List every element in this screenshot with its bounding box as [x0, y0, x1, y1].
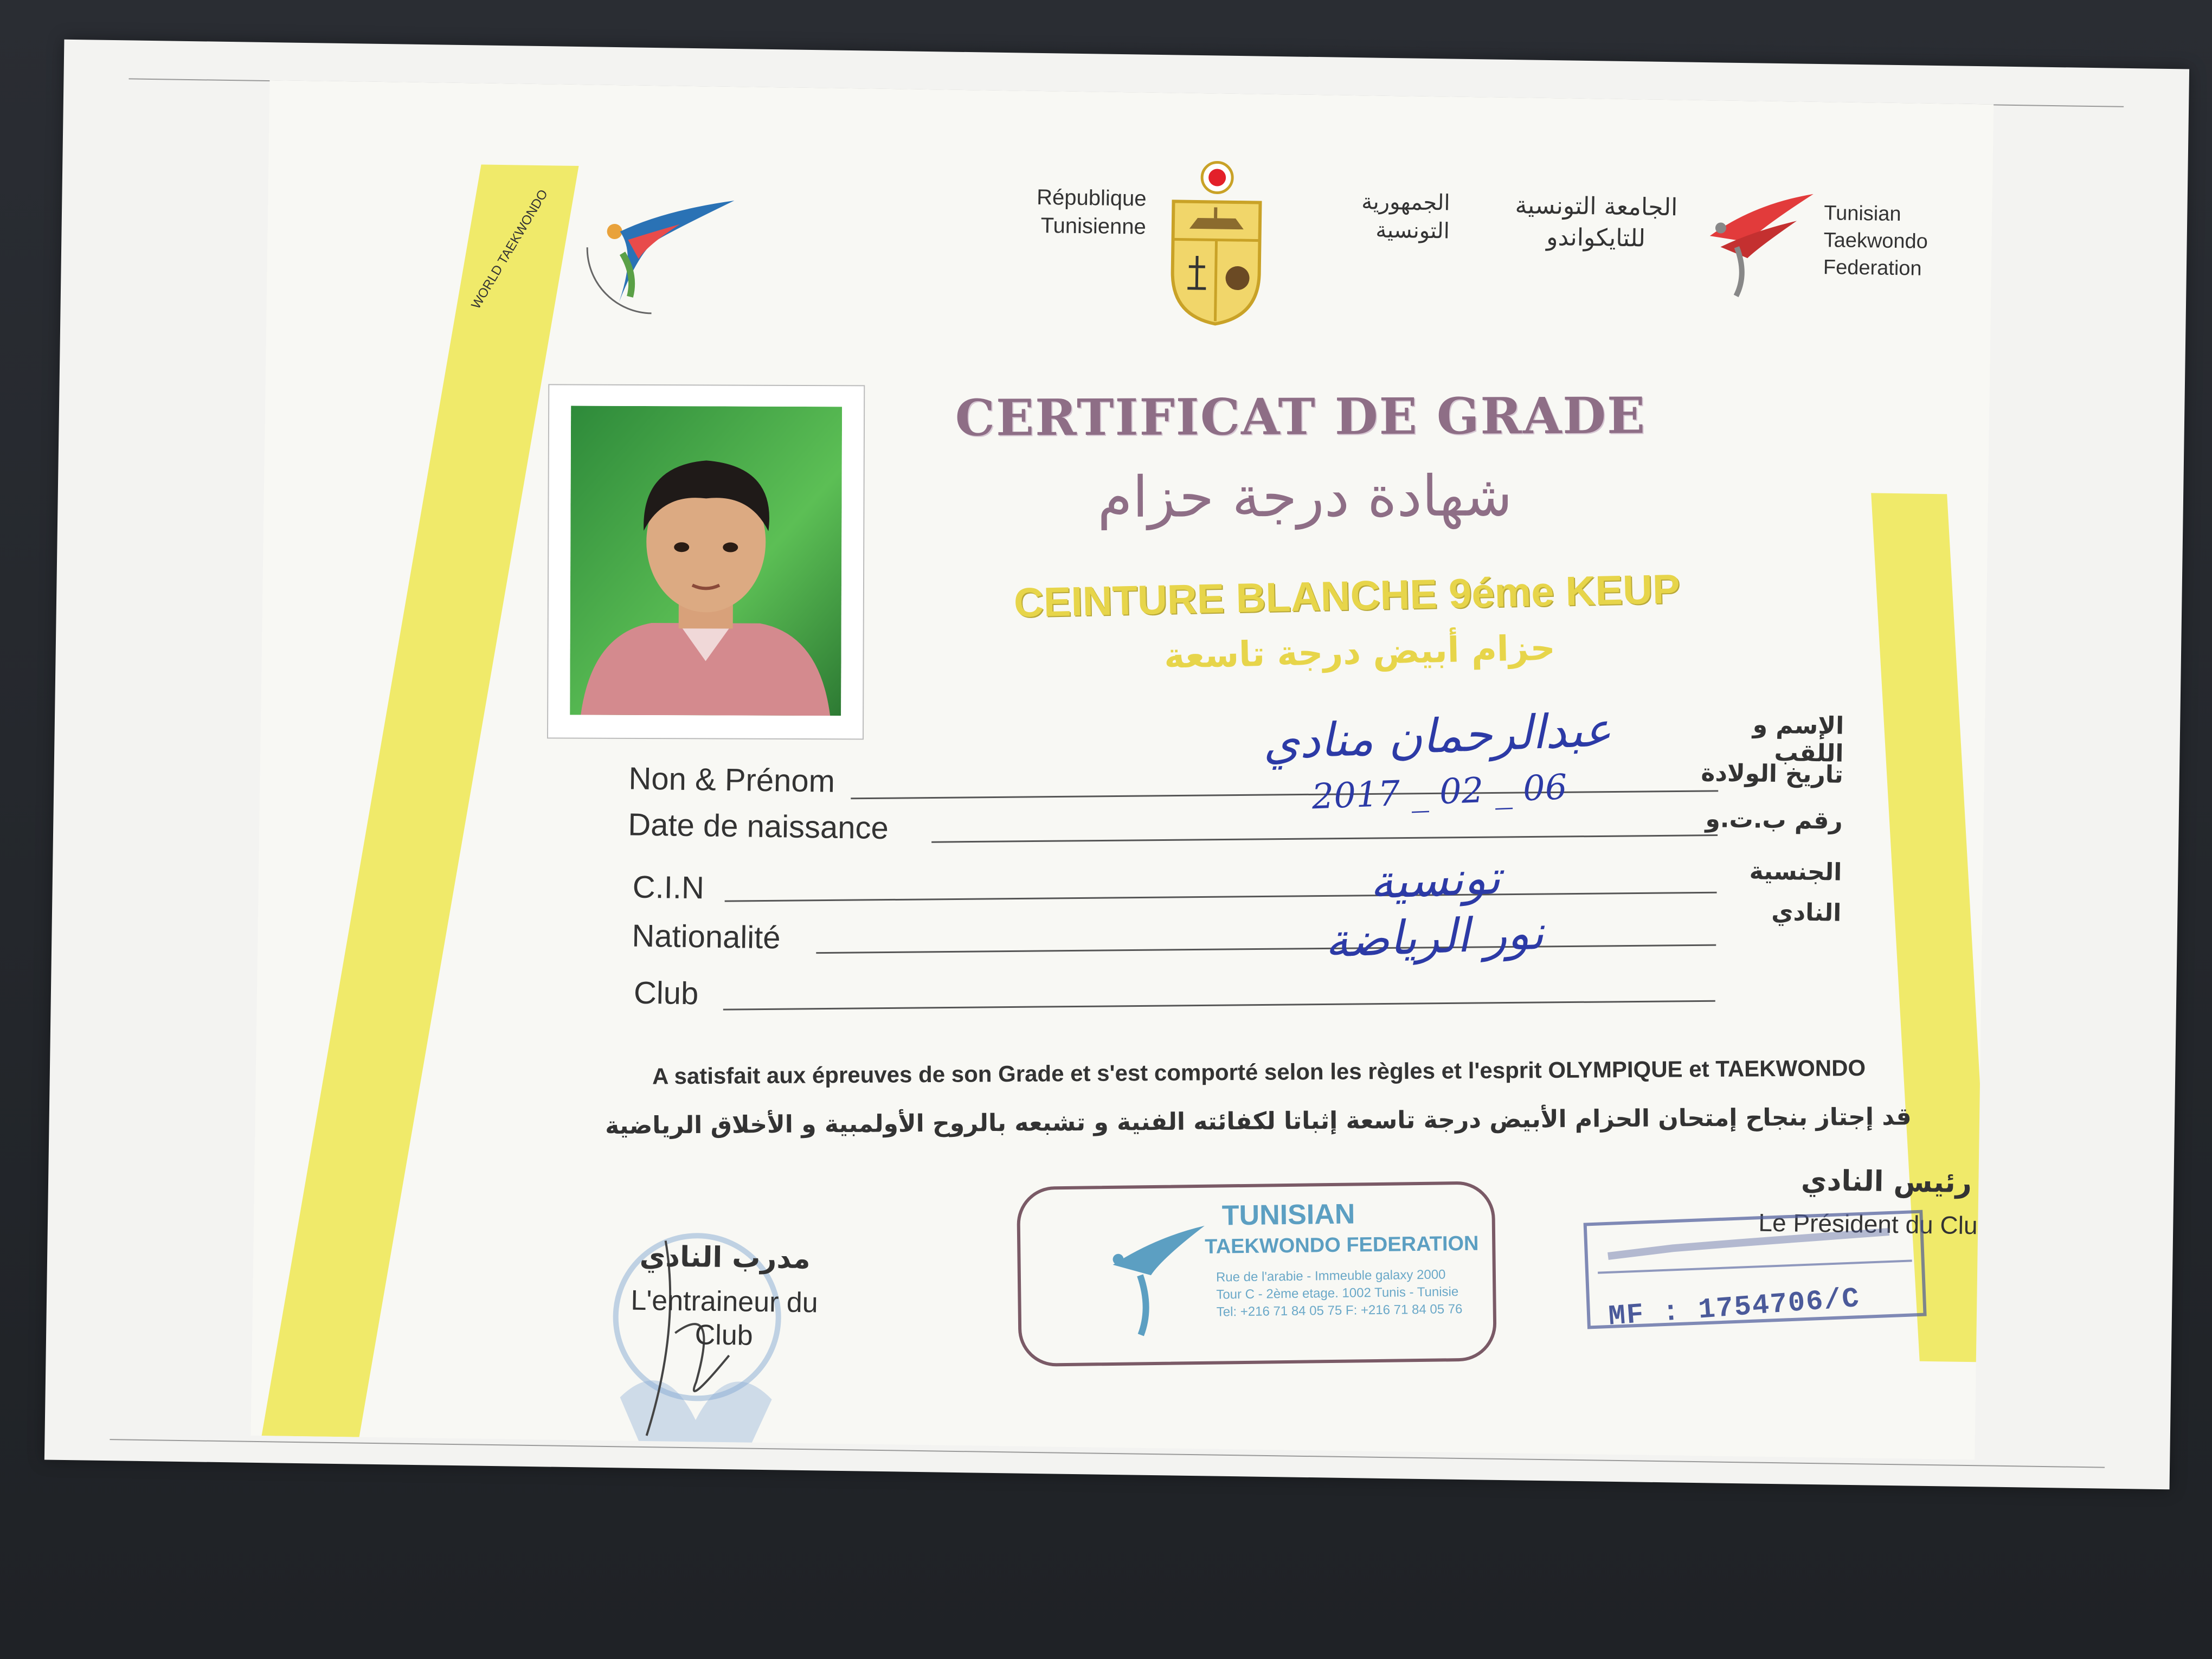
statement-fr: A satisfait aux épreuves de son Grade et s'est comporté selon les règles et l'esprit OLYMPIQUE et TAEKWONDO [652, 1054, 1866, 1089]
republique-fr: République Tunisienne [1036, 185, 1147, 239]
address-line: Tour C - 2ème etage. 1002 Tunis - Tunisie [1216, 1284, 1459, 1302]
field-line [725, 892, 1717, 902]
certificate-title: CERTIFICAT DE GRADE [955, 386, 1647, 447]
label-cin-ar: رقم ب.ت.و [1705, 805, 1843, 835]
label-birthdate-fr: Date de naissance [627, 807, 889, 846]
certificate-title-ar: شهادة درجة حزام [1097, 462, 1513, 531]
republique-ar: الجمهورية التونسية [1361, 189, 1450, 244]
certificate [251, 80, 1994, 1459]
federation-stamp-line1: TUNISIAN [1221, 1198, 1355, 1232]
world-taekwondo-text: WORLD TAEKWONDO [468, 187, 551, 312]
label-cin-fr: C.I.N [632, 869, 705, 906]
value-birthdate: 2017 _ 02 _ 06 [1311, 767, 1568, 818]
label-club-fr: Club [633, 975, 699, 1012]
statement-ar: قد إجتاز بنجاح إمتحان الحزام الأبيض درجة تاسعة إثباتا لكفائته الفنية و تشبعه بالروح الأولمبية و الأخلاق الرياضية [605, 1103, 1912, 1140]
yellow-stripe-left [262, 165, 579, 1437]
address-line: Rue de l'arabie - Immeuble galaxy 2000 [1216, 1267, 1446, 1285]
label-nationality-fr: Nationalité [632, 918, 781, 956]
label-club-ar: النادي [1771, 898, 1842, 927]
address-line: Tel: +216 71 84 05 75 F: +216 71 84 05 76 [1216, 1302, 1463, 1320]
student-photo [570, 406, 842, 716]
field-line [816, 944, 1716, 954]
tunisia-emblem-icon [1155, 158, 1277, 327]
field-line [723, 1000, 1715, 1011]
coach-label-fr: L'entraineur du Club [631, 1284, 819, 1352]
federation-ar: الجامعة التونسية للتايكواندو [1515, 191, 1678, 253]
president-label-ar: رئيس النادي [1801, 1164, 1972, 1200]
label-name-ar: الإسم و اللقب [1752, 711, 1844, 768]
value-name: عبدالرحمان منادي [1262, 702, 1613, 770]
federation-stamp-logo-icon [1102, 1220, 1212, 1341]
photo-frame [547, 384, 865, 740]
coach-label-ar: مدرب النادي [639, 1240, 811, 1276]
label-nationality-ar: الجنسية [1749, 857, 1842, 886]
federation-logo-icon [1687, 182, 1819, 303]
belt-title-ar: حزام أبيض درجة تاسعة [1163, 628, 1556, 677]
field-line [931, 834, 1718, 843]
federation-stamp [1017, 1181, 1497, 1367]
paper-sheet [44, 40, 2189, 1489]
federation-stamp-line2: TAEKWONDO FEDERATION [1205, 1232, 1479, 1258]
federation-en: Tunisian Taekwondo Federation [1823, 202, 1928, 280]
federation-stamp-address [1216, 1266, 1477, 1321]
value-nationality: تونسية [1368, 850, 1502, 910]
label-name-fr: Non & Prénom [628, 761, 835, 799]
president-label-fr: Le Président du Club [1758, 1208, 1992, 1240]
belt-title: CEINTURE BLANCHE 9éme KEUP [1013, 566, 1681, 626]
value-club: نور الرياضة [1323, 905, 1545, 968]
label-birthdate-ar: تاريخ الولادة [1701, 759, 1844, 789]
club-stamp-mf: MF : 1754706/C [1607, 1282, 1861, 1333]
